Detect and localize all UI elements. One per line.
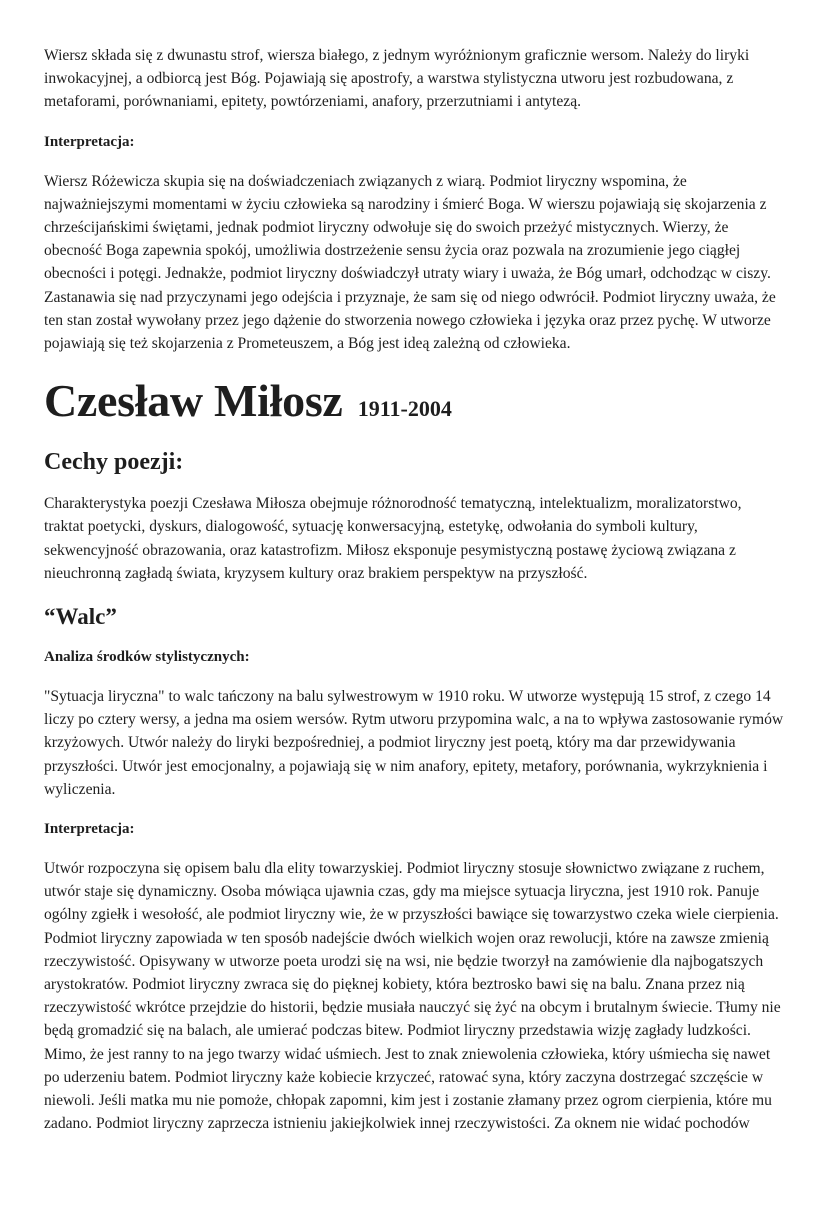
author-dates: 1911-2004 [357, 396, 452, 422]
stylistic-analysis-paragraph: "Sytuacja liryczna" to walc tańczony na balu sylwestrowym w 1910 roku. W utworze występują 15 strof, z czego 14 liczy po cztery wersy, a jedna ma osiem wersów. Rytm utworu przypomina walc, a na to wpływa zastosowanie rymów krzyżowych. Utwór należy do liryki bezpośredniej, a podmiot liryczny jest poetą, który ma dar przewidywania przyszłości. Utwór jest emocjonalny, a pojawiają się w nim anafory, epitety, metafory, porównania, wykrzyknienia i wyliczenia. [44, 688, 784, 798]
poem-title: “Walc” [44, 604, 117, 630]
rozewicz-interpretation-label: Interpretacja: [44, 133, 135, 150]
author-name: Czesław Miłosz [44, 375, 343, 427]
walc-interpretation-paragraph: Utwór rozpoczyna się opisem balu dla elity towarzyskiej. Podmiot liryczny stosuje słownictwo związane z ruchem, utwór staje się dynamiczny. Osoba mówiąca ujawnia czas, gdy ma miejsce sytuacja liryczna, jest 1910 rok. Panuje ogólny zgiełk i wesołość, ale podmiot liryczny wie, że w przyszłości bawiące się towarzystwo czeka wiele cierpienia. Podmiot liryczny zapowiada w ten sposób nadejście dwóch wielkich wojen oraz rewolucji, które na zawsze zmienią rzeczywistość. Opisywany w utworze poeta urodzi się na wsi, nie będzie tworzył na zamówienie dla najbogatszych arystokratów. Podmiot liryczny zwraca się do pięknej kobiety, która beztrosko bawi się na balu. Znana przez nią rzeczywistość wkrótce przejdzie do historii, będzie musiała nauczyć się żyć na obcym i brutalnym świecie. Tłumy nie będą gromadzić się na balach, ale umierać podczas bitew. Podmiot liryczny przedstawia wizję zagłady ludzkości. Mimo, że jest ranny to na jego twarzy widać uśmiech. Jest to znak zniewolenia człowieka, który uśmiecha się nawet po uderzeniu batem. Podmiot liryczny każe kobiecie krzyczeć, ratować syna, który zaczyna dostrzegać szczęście w niewoli. Jeśli matka mu nie pomoże, chłopak zapomni, kim jest i zostanie złamany przez ogrom cierpienia, które mu zadano. Podmiot liryczny zaprzecza istnieniu jakiejkolwiek innej rzeczywistości. Za oknem nie widać pochodów [44, 860, 781, 1133]
walc-interpretation-label: Interpretacja: [44, 821, 135, 838]
poetry-features-heading: Cechy poezji: [44, 449, 184, 476]
stylistic-analysis-label: Analiza środków stylistycznych: [44, 649, 250, 666]
author-heading [44, 372, 784, 438]
poetry-features-paragraph: Charakterystyka poezji Czesława Miłosza obejmuje różnorodność tematyczną, intelektualizm, moralizatorstwo, traktat poetycki, dyskurs, dialogowość, sytuację konwersacyjną, estetykę, odwołania do symboli kultury, sekwencyjność obrazowania, oraz katastrofizm. Miłosz eksponuje pesymistyczną postawę życiową związana z nieuchronną zagładą świata, kryzysem kultury oraz brakiem perspektyw na przyszłość. [44, 495, 742, 582]
rozewicz-interpretation-paragraph: Wiersz Różewicza skupia się na doświadczeniach związanych z wiarą. Podmiot liryczny wspomina, że najważniejszymi momentami w życiu człowieka są narodziny i śmierć Boga. W wierszu pojawiają się skojarzenia z chrześcijańskimi świętami, jednak podmiot liryczny odwołuje się do swoich przeżyć mistycznych. Wierzy, że obecność Boga zapewnia spokój, umożliwia dostrzeżenie sensu życia oraz pozwala na zrozumienie jego ciągłej obecności i potęgi. Jednakże, podmiot liryczny doświadczył utraty wiary i uważa, że Bóg umarł, odchodząc w ciszy. Zastanawia się nad przyczynami jego odejścia i przyznaje, że sam się od niego odwrócił. Podmiot liryczny uważa, że ten stan został wywołany przez jego dążenie do stworzenia nowego człowieka i języka oraz przez pychę. W utworze pojawiają się też skojarzenia z Prometeuszem, a Bóg jest ideą zależną od człowieka. [44, 172, 776, 353]
rozewicz-analysis-paragraph: Wiersz składa się z dwunastu strof, wiersza białego, z jednym wyróżnionym graficznie wersom. Należy do liryki inwokacyjnej, a odbiorcą jest Bóg. Pojawiają się apostrofy, a warstwa stylistyczna utworu jest rozbudowana, z metaforami, porównaniami, epitety, powtórzeniami, anafory, przerzutniami i antytezą. [44, 47, 750, 111]
